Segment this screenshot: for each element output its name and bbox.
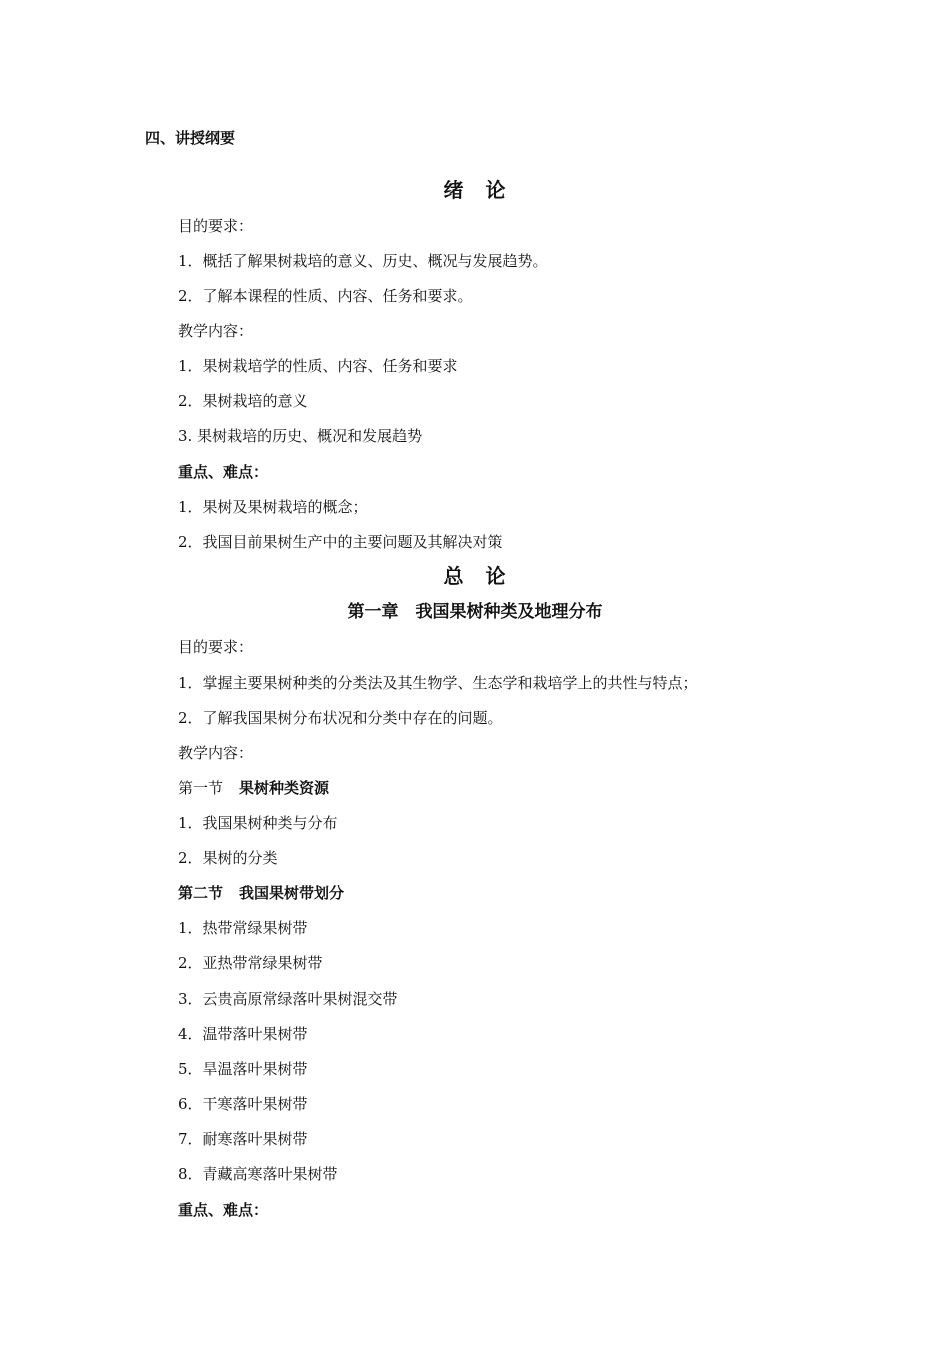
section2-item: 4．温带落叶果树带	[178, 1025, 308, 1043]
section2-item: 8．青藏高寒落叶果树带	[178, 1165, 338, 1183]
section2-item: 3．云贵高原常绿落叶果树混交带	[178, 990, 398, 1008]
section2-heading	[178, 883, 344, 903]
general-objective-item: 2．了解我国果树分布状况和分类中存在的问题。	[178, 709, 503, 727]
section1-heading	[178, 778, 329, 798]
chapter-title: 第一章 我国果树种类及地理分布	[347, 602, 603, 622]
section2-prefix: 第二节	[178, 884, 224, 902]
section1-item: 1．我国果树种类与分布	[178, 814, 338, 832]
intro-content-item: 2．果树栽培的意义	[178, 392, 308, 410]
intro-objective-item: 1．概括了解果树栽培的意义、历史、概况与发展趋势。	[178, 252, 548, 270]
general-objective-item: 1．掌握主要果树种类的分类法及其生物学、生态学和栽培学上的共性与特点；	[178, 674, 698, 692]
intro-title: 绪 论	[443, 178, 507, 202]
section1-title: 果树种类资源	[239, 779, 330, 797]
intro-objectives-label: 目的要求：	[178, 217, 254, 235]
intro-content-item: 3. 果树栽培的历史、概况和发展趋势	[178, 427, 423, 445]
section2-item: 7．耐寒落叶果树带	[178, 1130, 308, 1148]
intro-key-item: 2．我国目前果树生产中的主要问题及其解决对策	[178, 533, 503, 551]
intro-content-item: 1．果树栽培学的性质、内容、任务和要求	[178, 357, 458, 375]
general-content-label: 教学内容：	[178, 744, 254, 762]
section2-item: 1．热带常绿果树带	[178, 919, 308, 937]
section1-item: 2．果树的分类	[178, 849, 278, 867]
general-title: 总 论	[443, 564, 507, 588]
section1-prefix: 第一节	[178, 779, 224, 797]
intro-content-label: 教学内容：	[178, 322, 254, 340]
intro-objective-item: 2．了解本课程的性质、内容、任务和要求。	[178, 287, 473, 305]
intro-key-item: 1．果树及果树栽培的概念；	[178, 498, 368, 516]
section-heading: 四、讲授纲要	[145, 129, 236, 147]
section2-title: 我国果树带划分	[239, 884, 345, 902]
section2-item: 6．干寒落叶果树带	[178, 1095, 308, 1113]
intro-key-label: 重点、难点：	[178, 463, 269, 481]
section2-item: 5．旱温落叶果树带	[178, 1060, 308, 1078]
general-key-label: 重点、难点：	[178, 1201, 269, 1219]
section2-item: 2．亚热带常绿果树带	[178, 954, 323, 972]
general-objectives-label: 目的要求：	[178, 638, 254, 656]
